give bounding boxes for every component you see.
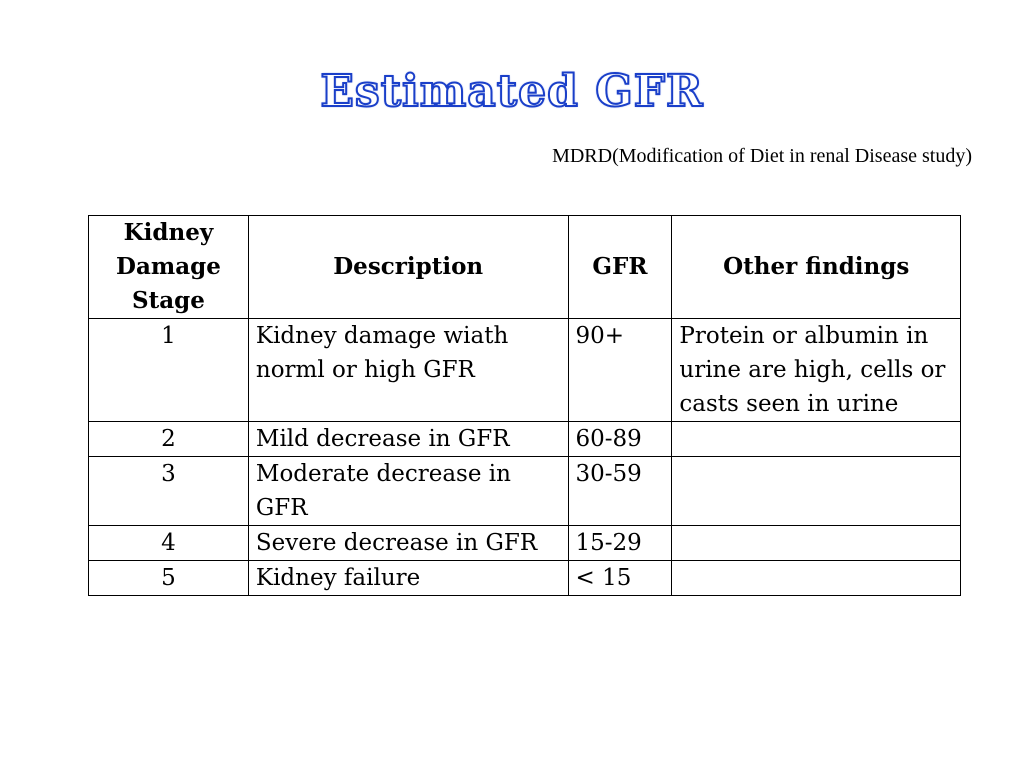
- gfr-cell: 60-89: [568, 422, 672, 457]
- gfr-cell: 15-29: [568, 526, 672, 561]
- stage-cell: 5: [89, 561, 249, 596]
- table-row: [89, 526, 961, 561]
- header-other-findings: Other findings: [672, 216, 961, 319]
- description-cell: Kidney damage wiath norml or high GFR: [248, 319, 568, 422]
- kidney-stage-table: [88, 215, 961, 596]
- gfr-cell: < 15: [568, 561, 672, 596]
- stage-cell: 4: [89, 526, 249, 561]
- other-findings-cell: [672, 526, 961, 561]
- other-findings-cell: [672, 457, 961, 526]
- header-stage: Kidney Damage Stage: [89, 216, 249, 319]
- other-findings-cell: Protein or albumin in urine are high, cells or casts seen in urine: [672, 319, 961, 422]
- table-header-row: [89, 216, 961, 319]
- stage-cell: 2: [89, 422, 249, 457]
- table-row: [89, 457, 961, 526]
- slide-title: Estimated GFR: [320, 66, 704, 117]
- stage-cell: 3: [89, 457, 249, 526]
- gfr-cell: 30-59: [568, 457, 672, 526]
- other-findings-cell: [672, 561, 961, 596]
- header-gfr: GFR: [568, 216, 672, 319]
- table-row: [89, 561, 961, 596]
- description-cell: Severe decrease in GFR: [248, 526, 568, 561]
- table-row: [89, 319, 961, 422]
- slide-subtitle: MDRD(Modification of Diet in renal Disease study): [552, 145, 972, 167]
- table-row: [89, 422, 961, 457]
- description-cell: Mild decrease in GFR: [248, 422, 568, 457]
- header-description: Description: [248, 216, 568, 319]
- other-findings-cell: [672, 422, 961, 457]
- gfr-cell: 90+: [568, 319, 672, 422]
- stage-cell: 1: [89, 319, 249, 422]
- description-cell: Kidney failure: [248, 561, 568, 596]
- description-cell: Moderate decrease in GFR: [248, 457, 568, 526]
